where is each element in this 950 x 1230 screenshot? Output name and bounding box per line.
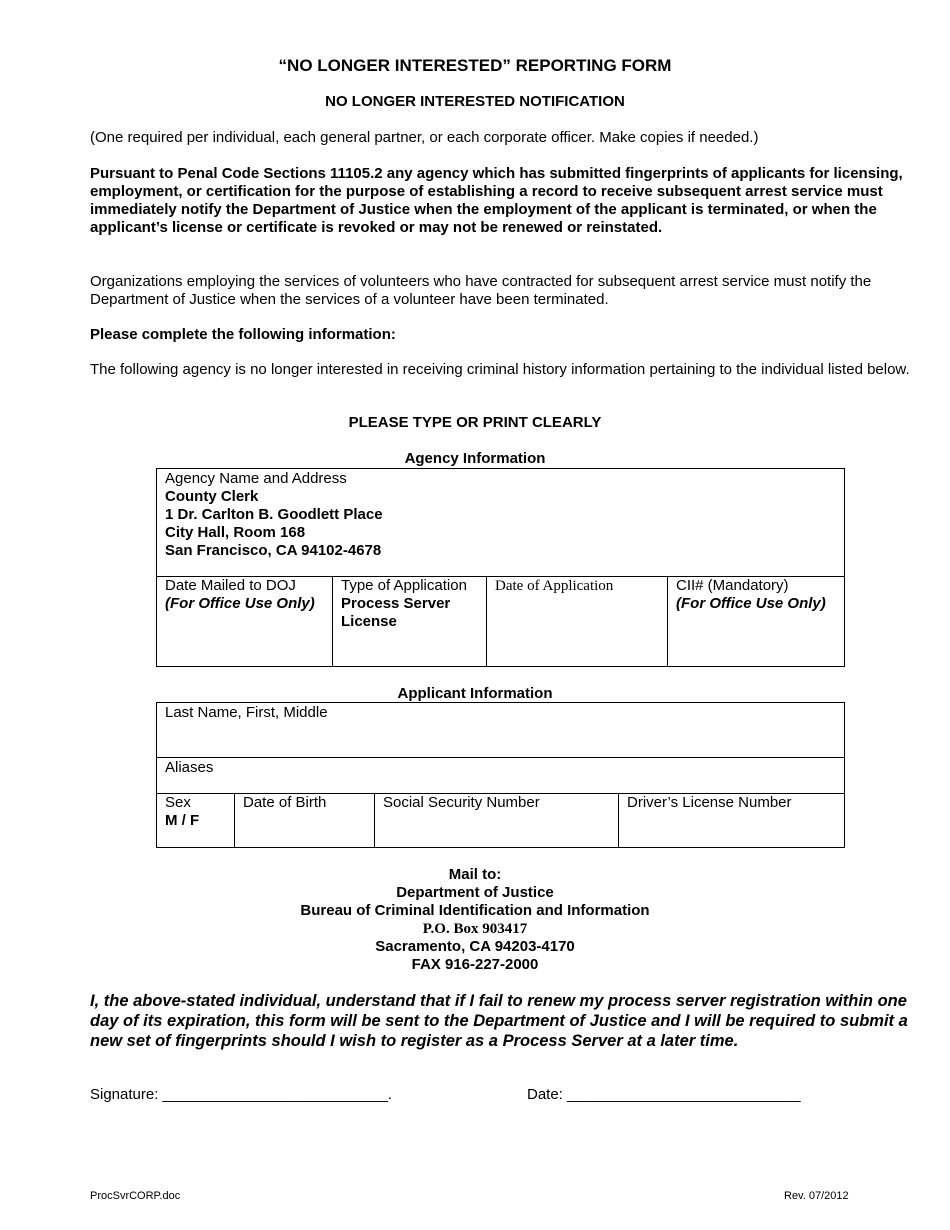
signature-line[interactable]: Signature: ___________________________. — [90, 1086, 392, 1103]
form-subtitle: NO LONGER INTERESTED NOTIFICATION — [325, 93, 625, 110]
date-line[interactable]: Date: ____________________________ — [527, 1086, 801, 1103]
agency-address-line2: City Hall, Room 168 — [165, 524, 306, 541]
print-clearly-heading: PLEASE TYPE OR PRINT CLEARLY — [348, 414, 602, 431]
applicant-name-label: Last Name, First, Middle — [165, 704, 328, 721]
footer-revision: Rev. 07/2012 — [784, 1190, 849, 1202]
drivers-license-label: Driver’s License Number — [627, 794, 792, 811]
applicant-info-table — [156, 702, 845, 848]
applicant-info-heading: Applicant Information — [397, 685, 553, 702]
footer-filename: ProcSvrCORP.doc — [90, 1190, 181, 1202]
mail-to-block — [0, 866, 950, 974]
drivers-license-cell[interactable] — [619, 794, 845, 848]
application-type-label: Type of Application — [341, 577, 467, 594]
application-date-label: Date of Application — [495, 578, 614, 594]
cii-number-note: (For Office Use Only) — [676, 595, 826, 612]
penal-code-paragraph: Pursuant to Penal Code Sections 11105.2 any agency which has submitted fingerprints of applicants for licensing, employment, or certification for the purpose of establishing a record to receive subsequent arrest service must immediately notify the Department of Justice when the employment of the applicant is terminated, or when the applicant’s license or certificate is revoked or may not be renewed or reinstated. — [90, 165, 903, 236]
ssn-cell[interactable] — [375, 794, 619, 848]
cii-number-label: CII# (Mandatory) — [676, 577, 789, 594]
sex-label: Sex — [165, 794, 191, 811]
sex-options: M / F — [165, 812, 200, 829]
mail-to-line1: Department of Justice — [396, 884, 554, 901]
mail-to-line5: FAX 916-227-2000 — [411, 956, 539, 973]
agency-name-address-cell — [157, 469, 845, 577]
date-of-birth-cell[interactable] — [235, 794, 375, 848]
cii-number-cell[interactable] — [668, 577, 845, 667]
application-type-cell — [333, 577, 487, 667]
date-mailed-label: Date Mailed to DOJ — [165, 577, 296, 594]
agency-address-line1: 1 Dr. Carlton B. Goodlett Place — [165, 506, 383, 523]
acknowledgement-statement: I, the above-stated individual, understand that if I fail to renew my process server registration within one day of its expiration, this form will be sent to the Department of Justice and I will be required to submit a new set of fingerprints should I wish to register as a Process Server at a later time. — [90, 992, 908, 1050]
mail-to-line3: P.O. Box 903417 — [422, 921, 528, 937]
date-mailed-cell[interactable] — [157, 577, 333, 667]
agency-name-address-label: Agency Name and Address — [165, 470, 347, 487]
complete-heading: Please complete the following information: — [90, 326, 396, 343]
application-type-value: Process Server License — [341, 595, 451, 630]
agency-info-heading: Agency Information — [404, 450, 546, 467]
sex-cell[interactable] — [157, 794, 235, 848]
form-title: “NO LONGER INTERESTED” REPORTING FORM — [278, 56, 672, 75]
agency-name: County Clerk — [165, 488, 259, 505]
mail-to-line2: Bureau of Criminal Identification and Information — [300, 902, 650, 919]
applicant-name-cell[interactable] — [157, 703, 845, 758]
date-mailed-note: (For Office Use Only) — [165, 595, 315, 612]
requirement-note: (One required per individual, each general partner, or each corporate officer. Make copies if needed.) — [90, 129, 759, 146]
agency-info-table — [156, 468, 845, 667]
date-of-birth-label: Date of Birth — [243, 794, 327, 811]
agency-statement: The following agency is no longer interested in receiving criminal history information pertaining to the individual listed below. — [90, 361, 910, 378]
agency-address-line3: San Francisco, CA 94102-4678 — [165, 542, 382, 559]
mail-to-line4: Sacramento, CA 94203-4170 — [375, 938, 575, 955]
volunteer-paragraph: Organizations employing the services of volunteers who have contracted for subsequent arrest service must notify the Department of Justice when the services of a volunteer have been terminated. — [90, 273, 872, 308]
aliases-cell[interactable] — [157, 758, 845, 794]
mail-to-label: Mail to: — [448, 866, 502, 883]
application-date-cell[interactable] — [487, 577, 668, 667]
ssn-label: Social Security Number — [383, 794, 540, 811]
aliases-label: Aliases — [165, 759, 214, 776]
